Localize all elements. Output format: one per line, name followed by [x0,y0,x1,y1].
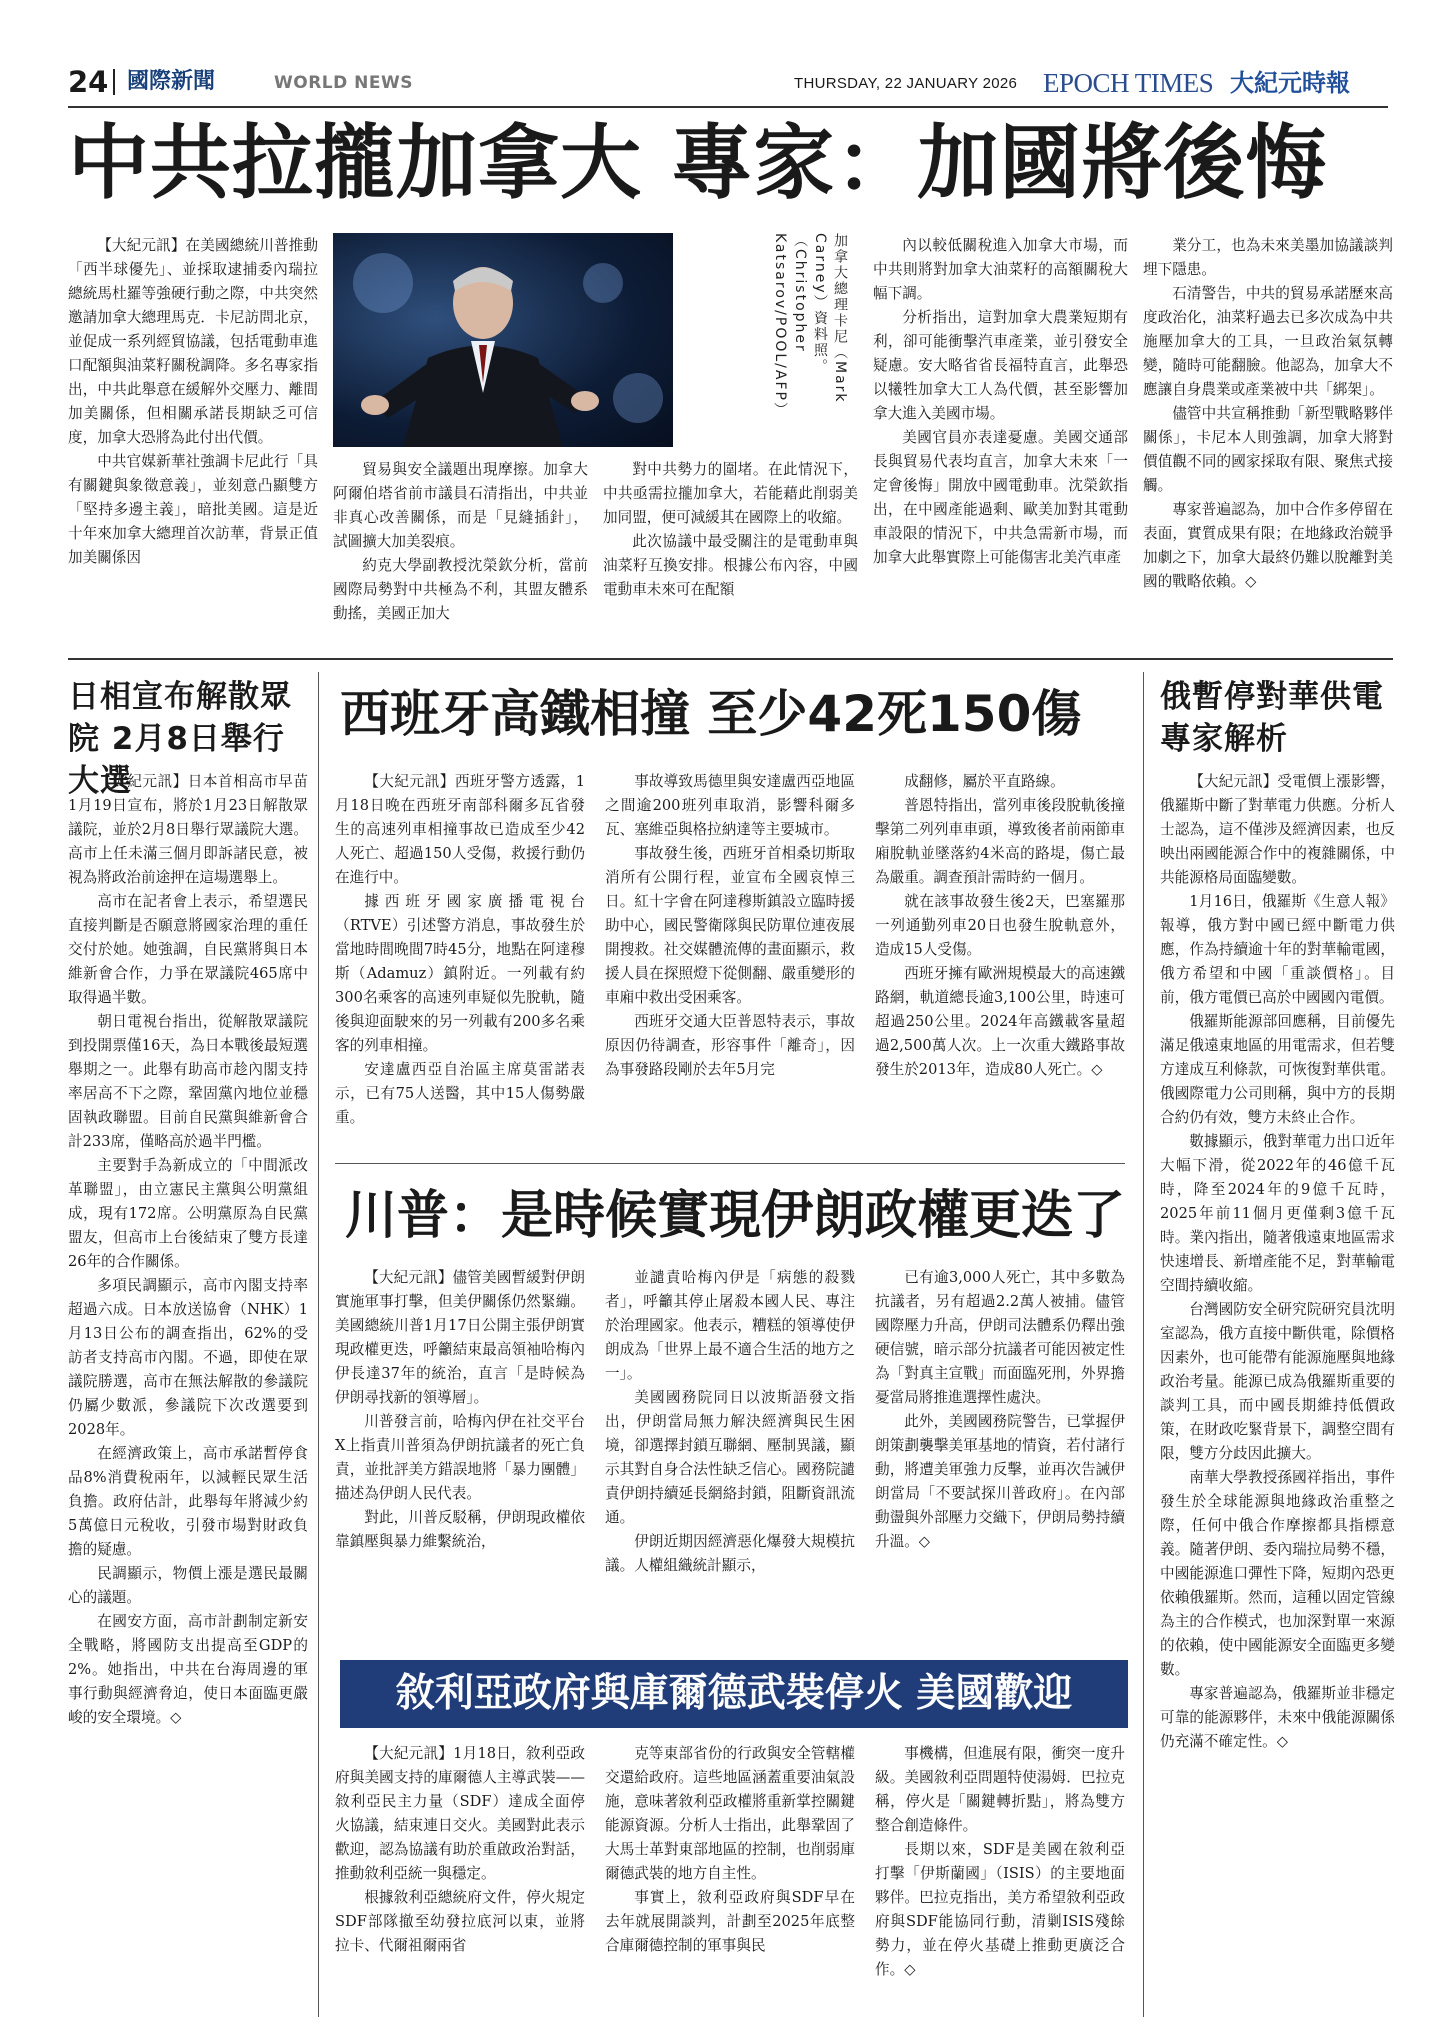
column-divider [318,672,319,2017]
syria-article-col-3 [875,1742,1125,2030]
brand-logo-cn: 大紀元時報 [1230,69,1350,97]
paragraph: 對此，川普反駁稱，伊朗現政權依靠鎮壓與暴力維繫統治， [335,1509,585,1550]
spain-article-col-2 [605,770,855,1154]
header-divider [113,69,115,95]
iran-article-col-1 [335,1266,585,1650]
spain-headline: 西班牙高鐵相撞 至少42死150傷 [340,685,1082,743]
paragraph: 伊朗近期因經濟惡化爆發大規模抗議。人權組織統計顯示， [605,1533,855,1574]
paragraph: 並譴責哈梅內伊是「病態的殺戮者」，呼籲其停止屠殺本國人民、專注於治理國家。他表示，糟糕的領導使伊朗成為「世界上最不適合生活的地方之一」。 [605,1269,855,1382]
paragraph: 分析指出，這對加拿大農業短期有利，卻可能衝擊汽車產業，並引發安全疑慮。安大略省省長福特直言，此舉恐以犧牲加拿大工人為代價，甚至影響加拿大進入美國市場。 [873,309,1128,422]
paragraph: 根據敘利亞總統府文件，停火規定SDF部隊撤至幼發拉底河以東，並將拉卡、代爾祖爾兩省 [335,1889,585,1954]
paragraph: 在經濟政策上，高市承諾暫停食品8%消費稅兩年，以減輕民眾生活負擔。政府估計，此舉每年將減少約5萬億日元稅收，引發市場對財政負擔的疑慮。 [68,1445,308,1558]
paragraph: 此外，美國國務院警告，已掌握伊朗策劃襲擊美軍基地的情資，若付諸行動，將遭美軍強力反擊，並再次告誡伊朗當局「不要試探川普政府」。在內部動盪與外部壓力交織下，伊朗局勢持續升溫。◇ [875,1413,1125,1550]
paragraph: 南華大學教授孫國祥指出，事件發生於全球能源與地緣政治重整之際，任何中俄合作摩擦都具指標意義。隨著伊朗、委內瑞拉局勢不穩，中國能源進口彈性下降，短期內恐更依賴俄羅斯。然而，這種以固定管線為主的合作模式，也加深對單一來源的依賴，使中國能源安全面臨更多變數。 [1160,1469,1395,1678]
paragraph: 克等東部省份的行政與安全管轄權交還給政府。這些地區涵蓋重要油氣設施，意味著敘利亞政權將重新掌控關鍵能源資源。分析人士指出，此舉鞏固了大馬士革對東部地區的控制，也削弱庫爾德武裝的地方自主性。 [605,1745,855,1882]
paragraph: 多項民調顯示，高市內閣支持率超過六成。日本放送協會（NHK）1月13日公布的調查指出，62%的受訪者支持高市內閣。不過，即使在眾議院勝選，高市在無法解散的參議院仍屬少數派，參議院下次改選要到2028年。 [68,1277,308,1438]
paragraph: 數據顯示，俄對華電力出口近年大幅下滑，從2022年的46億千瓦時，降至2024年的9億千瓦時，2025年前11個月更僅剩3億千瓦時。業內指出，隨著俄遠東地區需求快速增長、新增產能不足，對華輸電空間持續收縮。 [1160,1133,1395,1294]
paragraph: 此次協議中最受關注的是電動車與油菜籽互換安排。根據公布內容，中國電動車未來可在配額 [603,533,858,598]
main-headline: 中共拉攏加拿大 專家：加國將後悔 [68,117,1328,211]
paragraph: 美國國務院同日以波斯語發文指出，伊朗當局無力解決經濟與民生困境，卻選擇封鎖互聯網、壓制異議，顯示其對自身合法性缺乏信心。國務院譴責伊朗持續延長網絡封鎖，阻斷資訊流通。 [605,1389,855,1526]
photo-caption: 加拿大總理卡尼（Mark Carney）資料照。（Christopher Katsarov/POOL/AFP） [772,233,848,418]
japan-article-body [68,770,308,2020]
iran-article-col-2 [605,1266,855,1650]
paragraph: 在國安方面，高市計劃制定新安全戰略，將國防支出提高至GDP的2%。她指出，中共在台海周邊的軍事行動與經濟脅迫，使日本面臨更嚴峻的安全環境。◇ [68,1613,308,1726]
paragraph: 【大紀元訊】受電價上漲影響，俄羅斯中斷了對華電力供應。分析人士認為，這不僅涉及經濟因素，也反映出兩國能源合作中的複雜關係，中共能源格局面臨變數。 [1160,773,1395,886]
paragraph: 長期以來，SDF是美國在敘利亞打擊「伊斯蘭國」（ISIS）的主要地面夥伴。巴拉克指出，美方希望敘利亞政府與SDF能協同行動，清剿ISIS殘餘勢力，並在停火基礎上推動更廣泛合作。◇ [875,1841,1125,1978]
paragraph: 業分工，也為未來美墨加協議談判埋下隱患。 [1143,237,1393,278]
main-article-col-1 [68,234,318,644]
main-article-col-5 [1143,234,1393,644]
paragraph: 安達盧西亞自治區主席莫雷諾表示，已有75人送醫，其中15人傷勢嚴重。 [335,1061,585,1126]
article-photo [333,233,673,447]
paragraph: 事機構，但進展有限，衝突一度升級。美國敘利亞問題特使湯姆．巴拉克稱，停火是「關鍵轉折點」，將為雙方整合創造條件。 [875,1745,1125,1834]
main-article-col-3 [603,458,858,644]
paragraph: 中共官媒新華社強調卡尼此行「具有關鍵與象徵意義」，並刻意凸顯雙方「堅持多邊主義」，暗批美國。這是近十年來加拿大總理首次訪華，背景正值加美關係因 [68,453,318,566]
paragraph: 對中共勢力的圍堵。在此情況下，中共亟需拉攏加拿大，若能藉此削弱美加同盟，便可減緩其在國際上的收縮。 [603,461,858,526]
paragraph: 西班牙交通大臣普恩特表示，事故原因仍待調查，形容事件「離奇」，因為事發路段剛於去年5月完 [605,1013,855,1078]
paragraph: 【大紀元訊】儘管美國暫緩對伊朗實施軍事打擊，但美伊關係仍然緊繃。美國總統川普1月17日公開主張伊朗實現政權更迭，呼籲結束最高領袖哈梅內伊長達37年的統治，直言「是時候為伊朗尋找新的領導層」。 [335,1269,585,1406]
section-title-en: WORLD NEWS [274,73,413,93]
paragraph: 專家普遍認為，俄羅斯並非穩定可靠的能源夥伴，未來中俄能源關係仍充滿不確定性。◇ [1160,1685,1395,1750]
brand-logo-en: EPOCH TIMES [1043,68,1214,98]
paragraph: 西班牙擁有歐洲規模最大的高速鐵路網，軌道總長逾3,100公里，時速可超過250公里。2024年高鐵載客量超過2,500萬人次。上一次重大鐵路事故發生於2013年，造成80人死亡。◇ [875,965,1125,1078]
syria-article-col-2 [605,1742,855,2030]
paragraph: 朝日電視台指出，從解散眾議院到投開票僅16天，為日本戰後最短選舉期之一。此舉有助高市趁內閣支持率居高不下之際，鞏固黨內地位並穩固執政聯盟。目前自民黨與維新會合計233席，僅略高於過半門檻。 [68,1013,308,1150]
syria-headline: 敘利亞政府與庫爾德武裝停火 美國歡迎 [395,1671,1073,1716]
paragraph: 川普發言前，哈梅內伊在社交平台X上指責川普須為伊朗抗議者的死亡負責，並批評美方錯誤地將「暴力團體」描述為伊朗人民代表。 [335,1413,585,1502]
paragraph: 俄羅斯能源部回應稱，目前優先滿足俄遠東地區的用電需求，但若雙方達成互利條款，可恢復對華供電。俄國際電力公司則稱，與中方的長期合約仍有效，雙方未終止合作。 [1160,1013,1395,1126]
page-number: 24 [68,65,109,99]
header-rule [68,106,1388,108]
paragraph: 普恩特指出，當列車後段脫軌後撞擊第二列列車車頭，導致後者前兩節車廂脫軌並墜落約4米高的路堤，傷亡最為嚴重。調查預計需時約一個月。 [875,797,1125,886]
paragraph: 主要對手為新成立的「中間派改革聯盟」，由立憲民主黨與公明黨組成，現有172席。公明黨原為自民黨盟友，但高市上台後結束了雙方長達26年的合作關係。 [68,1157,308,1270]
spain-article-col-1 [335,770,585,1154]
section-rule [68,658,1393,660]
russia-article-body [1160,770,1395,2020]
iran-headline: 川普：是時候實現伊朗政權更迭了 [345,1186,1126,1246]
issue-date: THURSDAY, 22 JANUARY 2026 [794,75,1018,92]
spain-article-col-3 [875,770,1125,1154]
paragraph: 【大紀元訊】日本首相高市早苗1月19日宣布，將於1月23日解散眾議院，並於2月8日舉行眾議院大選。高市上任未滿三個月即訴諸民意，被視為將政治前途押在這場選舉上。 [68,773,308,886]
paragraph: 貿易與安全議題出現摩擦。加拿大阿爾伯塔省前市議員石清指出，中共並非真心改善關係，而是「見縫插針」，試圖擴大加美裂痕。 [333,461,588,550]
paragraph: 內以較低關稅進入加拿大市場，而中共則將對加拿大油菜籽的高額關稅大幅下調。 [873,237,1128,302]
column-divider [1143,672,1144,2017]
syria-article-col-1 [335,1742,585,2030]
paragraph: 成翻修，屬於平直路線。 [904,773,1065,790]
main-article-col-4 [873,234,1128,644]
paragraph: 事故發生後，西班牙首相桑切斯取消所有公開行程，並宣布全國哀悼三日。紅十字會在阿達穆斯鎮設立臨時援助中心，國民警衛隊與民防單位連夜展開搜救。社交媒體流傳的畫面顯示，救援人員在探照燈下從側翻、嚴重變形的車廂中救出受困乘客。 [605,845,855,1006]
paragraph: 專家普遍認為，加中合作多停留在表面，實質成果有限；在地緣政治競爭加劇之下，加拿大最終仍難以脫離對美國的戰略依賴。◇ [1143,501,1393,590]
paragraph: 台灣國防安全研究院研究員沈明室認為，俄方直接中斷供電，除價格因素外，也可能帶有能源施壓與地緣政治考量。能源已成為俄羅斯重要的談判工具，而中國長期維持低價政策，在財政吃緊背景下，調整空間有限，雙方分歧因此擴大。 [1160,1301,1395,1462]
paragraph: 美國官員亦表達憂慮。美國交通部長與貿易代表均直言，加拿大未來「一定會後悔」開放中國電動車。沈榮欽指出，在中國產能過剩、歐美加對其電動車設限的情況下，中共急需新市場，而加拿大此舉實際上可能傷害北美汽車產 [873,429,1128,566]
paragraph: 事故導致馬德里與安達盧西亞地區之間逾200班列車取消，影響科爾多瓦、塞維亞與格拉納達等主要城市。 [605,773,855,838]
paragraph: 民調顯示，物價上漲是選民最關心的議題。 [68,1565,308,1606]
japan-headline: 日相宣布解散眾院 2月8日舉行大選 [68,679,292,799]
paragraph: 1月16日，俄羅斯《生意人報》報導，俄方對中國已經中斷電力供應，作為持續逾十年的對華輸電國，俄方希望和中國「重談價格」。目前，俄方電價已高於中國國內電價。 [1160,893,1395,1006]
section-title: 國際新聞 [127,69,216,94]
paragraph: 【大紀元訊】在美國總統川普推動「西半球優先」、並採取逮捕委內瑞拉總統馬杜羅等強硬行動之際，中共突然邀請加拿大總理馬克．卡尼訪問北京，並促成一系列經貿協議，包括電動車進口配額與油菜籽關稅調降。多名專家指出，中共此舉意在緩解外交壓力、離間加美關係，但相關承諾長期缺乏可信度，加拿大恐將為此付出代價。 [68,237,318,446]
paragraph: 約克大學副教授沈榮欽分析，當前國際局勢對中共極為不利，其盟友體系動搖，美國正加大 [333,557,588,622]
article-rule [335,1163,1125,1164]
paragraph: 儘管中共宣稱推動「新型戰略夥伴關係」，卡尼本人則強調，加拿大將對價值觀不同的國家採取有限、聚焦式接觸。 [1143,405,1393,494]
iran-article-col-3 [875,1266,1125,1650]
paragraph: 石清警告，中共的貿易承諾歷來高度政治化，油菜籽過去已多次成為中共施壓加拿大的工具，一旦政治氣氛轉變，隨時可能翻臉。他認為，加拿大不應讓自身農業或產業被中共「綁架」。 [1143,285,1393,398]
paragraph: 已有逾3,000人死亡，其中多數為抗議者，另有超過2.2萬人被捕。儘管國際壓力升高，伊朗司法體系仍釋出強硬信號，暗示部分抗議者可能因被定性為「對真主宣戰」而面臨死刑，外界擔憂當局將推進選擇性處決。 [875,1269,1125,1406]
paragraph: 高市在記者會上表示，希望選民直接判斷是否願意將國家治理的重任交付於她。她強調，自民黨將與日本維新會合作，力爭在眾議院465席中取得過半數。 [68,893,308,1006]
russia-headline: 俄暫停對華供電 專家解析 [1160,679,1384,757]
main-article-col-2 [333,458,588,644]
paragraph: 就在該事故發生後2天，巴塞羅那一列通勤列車20日也發生脫軌意外，造成15人受傷。 [875,893,1125,958]
paragraph: 【大紀元訊】西班牙警方透露，1月18日晚在西班牙南部科爾多瓦省發生的高速列車相撞事故已造成至少42人死亡、超過150人受傷，救援行動仍在進行中。 [335,773,585,886]
paragraph: 事實上，敘利亞政府與SDF早在去年就展開談判，計劃至2025年底整合庫爾德控制的軍事與民 [605,1889,855,1954]
paragraph: 據西班牙國家廣播電視台（RTVE）引述警方消息，事故發生於當地時間晚間7時45分，地點在阿達穆斯（Adamuz）鎮附近。一列載有約300名乘客的高速列車疑似先脫軌，隨後與迎面駛來的另一列載有200多名乘客的列車相撞。 [335,893,585,1054]
paragraph: 【大紀元訊】1月18日，敘利亞政府與美國支持的庫爾德人主導武裝——敘利亞民主力量（SDF）達成全面停火協議，結束連日交火。美國對此表示歡迎，認為協議有助於重啟政治對話，推動敘利亞統一與穩定。 [335,1745,585,1882]
syria-headline-banner [340,1660,1128,1728]
speaker-figure [333,233,673,447]
